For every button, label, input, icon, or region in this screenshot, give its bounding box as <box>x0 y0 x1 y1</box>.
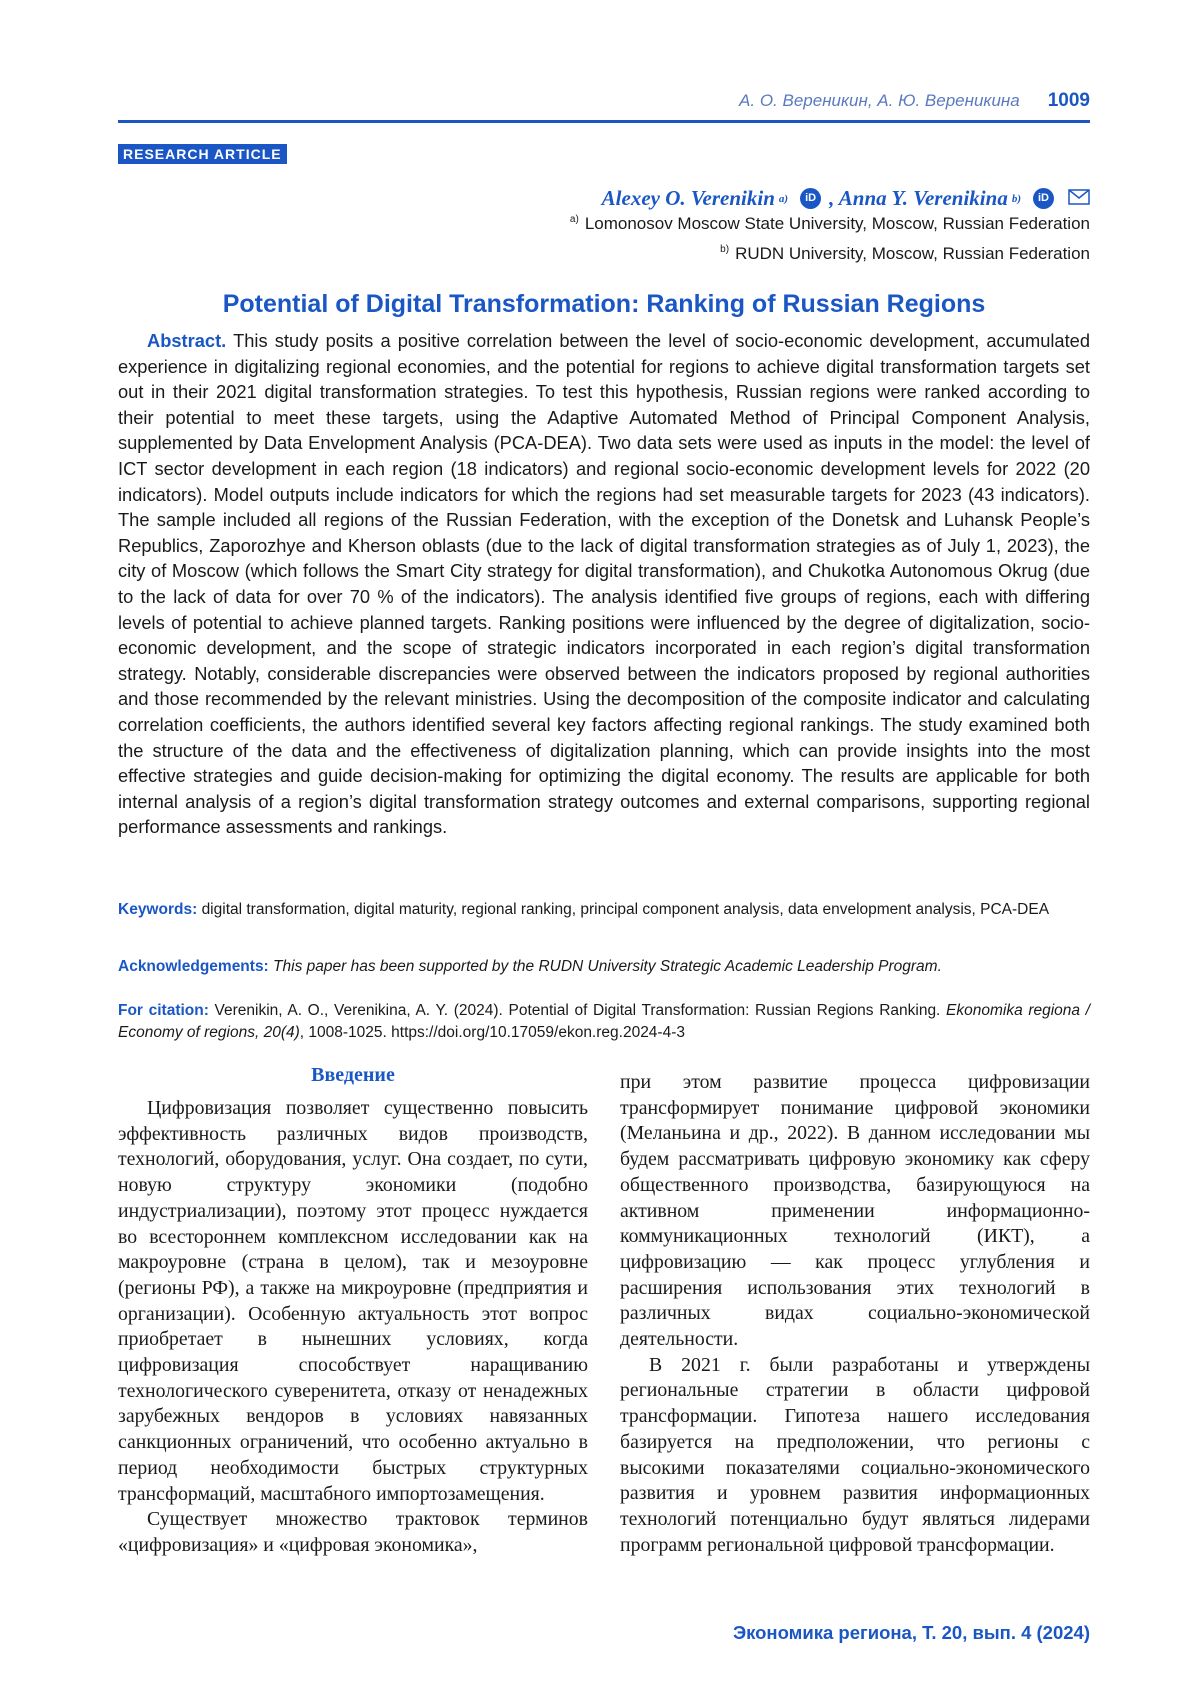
article-title: Potential of Digital Transformation: Ranking of Russian Regions <box>222 290 986 318</box>
citation-journal: Ekonomika regiona / Economy of regions, 20(4) <box>118 1002 1090 1041</box>
affiliation-b <box>720 244 1090 264</box>
author-1-affil-mark: a) <box>778 192 789 205</box>
running-header <box>118 86 1090 123</box>
author-2-affil-mark: b) <box>1011 192 1021 205</box>
affiliation-mark: b) <box>720 244 730 256</box>
author-2-name[interactable]: , Anna Y. Verenikina <box>829 186 1008 210</box>
keywords-label: Keywords: <box>118 901 198 918</box>
citation <box>118 1000 1090 1044</box>
keywords <box>118 899 1090 921</box>
paragraph: Существует множество трактовок терминов «цифровизация» и «цифровая экономика», <box>118 1508 588 1556</box>
acknowledgements <box>118 956 1090 978</box>
paragraph: В 2021 г. были разработаны и утверждены региональные стратегии в области цифровой трансформации. Гипотеза нашего исследования базируется на предположении, что регионы с высокими показателями социально-экономического развития и уровнем развития информационных технологий потенциально будут являться лидерами программ региональной цифровой трансформации. <box>620 1353 1090 1556</box>
page-number: 1009 <box>1047 90 1090 111</box>
citation-label: For citation: <box>118 1002 209 1019</box>
acknowledgements-label: Acknowledgements: <box>118 958 269 975</box>
citation-text: Verenikin, A. O., Verenikina, A. Y. (2024). Potential of Digital Transformation: Russian Regions Ranking. <box>214 1002 947 1019</box>
citation-doi[interactable]: , 1008-1025. https://doi.org/10.17059/ekon.reg.2024-4-3 <box>299 1024 685 1041</box>
abstract-label: Abstract. <box>147 330 227 351</box>
article-type-badge: RESEARCH ARTICLE <box>118 144 287 164</box>
journal-footer: Экономика региона, Т. 20, вып. 4 (2024) <box>732 1622 1090 1643</box>
email-icon[interactable] <box>1068 186 1090 211</box>
affiliation-text: Lomonosov Moscow State University, Moscow, Russian Federation <box>584 214 1090 233</box>
affiliation-mark: a) <box>569 214 579 226</box>
left-column <box>118 1096 588 1559</box>
keywords-text: digital transformation, digital maturity, regional ranking, principal component analysis, data envelopment analysis, PCA-DEA <box>201 901 1050 918</box>
paragraph: Цифровизация позволяет существенно повысить эффективность различных видов производств, технологий, оборудования, услуг. Она создает, по сути, новую структуру экономики (подобно индустриализации), поэтому этот процесс нуждается во всестороннем комплексном исследовании как на макроуровне (страна в целом), так и мезоуровне (регионы РФ), а также на микроуровне (предприятия и организации). Особенную актуальность этот вопрос приобретает в нынешних условиях, когда цифровизация способствует наращиванию технологического суверенитета, отказу от ненадежных зарубежных вендоров в условиях навязанных санкционных ограничений, что особенно актуально в период необходимости быстрых структурных трансформаций, масштабного импортозамещения. <box>118 1097 588 1505</box>
affiliation-a <box>570 214 1090 234</box>
orcid-icon[interactable]: iD <box>800 188 821 209</box>
paragraph: при этом развитие процесса цифровизации трансформирует понимание цифровой экономики (Меланьина и др., 2022). В данном исследовании мы будем рассматривать цифровую экономику как сферу общественного производства, базирующуюся на активном применении информационно-коммуникационных технологий (ИКТ), а цифровизацию — как процесс углубления и расширения использования этих технологий в различных видах социально-экономической деятельности. <box>620 1071 1090 1351</box>
author-1-name[interactable]: Alexey O. Verenikin <box>601 186 775 210</box>
acknowledgements-text: This paper has been supported by the RUDN University Strategic Academic Leadership Program. <box>273 958 942 975</box>
header-authors: А. О. Вереникин, А. Ю. Вереникина <box>739 91 1020 110</box>
abstract-text: This study posits a positive correlation between the level of socio-economic development, accumulated experience in digitalizing regional economies, and the potential for regions to achieve digital transformation targets set out in their 2021 digital transformation strategies. To test this hypothesis, Russian regions were ranked according to their potential to meet these targets, using the Adaptive Automated Method of Principal Component Analysis, supplemented by Data Envelopment Analysis (PCA-DEA). Two data sets were used as inputs in the model: the level of ICT sector development in each region (18 indicators) and regional socio-economic development levels for 2022 (20 indicators). Model outputs include indicators for which the regions had set measurable targets for 2023 (43 indicators). The sample included all regions of the Russian Federation, with the exception of the Donetsk and Luhansk People’s Republics, Zaporozhye and Kherson oblasts (due to the lack of digital transformation strategies as of July 1, 2023), the city of Moscow (which follows the Smart City strategy for digital transformation), and Chukotka Autonomous Okrug (due to the lack of data for over 70 % of the indicators). The analysis identified five groups of regions, each with differing levels of potential to achieve planned targets. Ranking positions were influenced by the degree of digitalization, socio-economic development, and the scope of strategic indicators incorporated in each region’s digital transformation strategy. Notably, considerable discrepancies were observed between the indicators proposed by regional authorities and those recommended by the relevant ministries. Using the decomposition of the composite indicator and calculating correlation coefficients, the authors identified several key factors affecting regional rankings. The study examined both the structure of the data and the effectiveness of digitalization planning, which can provide insights into the most effective strategies and guide decision-making for optimizing the digital economy. The results are applicable for both internal analysis of a region’s digital transformation strategy outcomes and external comparisons, supporting regional performance assessments and rankings. <box>118 330 1091 838</box>
section-heading: Введение <box>311 1064 395 1086</box>
author-line <box>602 186 1090 211</box>
right-column <box>620 1070 1090 1558</box>
orcid-icon[interactable]: iD <box>1033 188 1054 209</box>
abstract <box>118 328 1090 840</box>
affiliation-text: RUDN University, Moscow, Russian Federation <box>735 244 1090 263</box>
